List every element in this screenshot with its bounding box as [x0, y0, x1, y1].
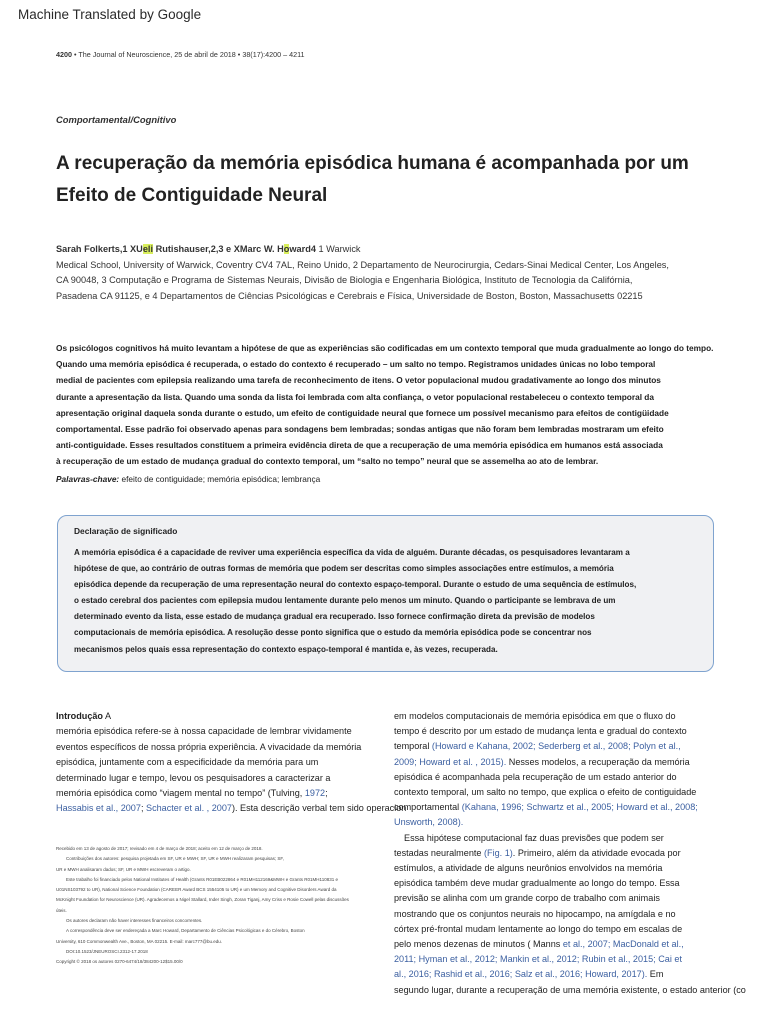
significance-title: Declaração de significado [74, 526, 178, 536]
body-line: em modelos computacionais de memória episódica em que o fluxo do [394, 711, 676, 721]
body-text: temporal [394, 741, 432, 752]
journal-citation-line [56, 50, 305, 59]
body-line [394, 755, 768, 770]
citation-link[interactable]: (Howard e Kahana, 2002; Sederberg et al., 2008; Polyn et al., [431, 741, 681, 752]
footnote-line: Copyright © 2018 os autores 0270-6474/18/384200-12$15.00/0 [56, 959, 183, 965]
footnote-line: U01NS103792 to UR), National Science Foundation (CAREER Award BCS 1554105 to UR) e um Memory and Cognitive Disorders Award da [56, 887, 337, 893]
body-line [394, 967, 768, 982]
intro-line: Hassabis et al., 2007; Schacter et al. , 2007). Esta descrição verbal tem sido operacion [56, 803, 407, 814]
body-text: testadas neuralmente [394, 847, 484, 858]
intro-text: . Esta descrição verbal tem sido operacion [234, 803, 407, 814]
body-text: . Primeiro, além da atividade evocada por [512, 847, 681, 858]
significance-line: hipótese de que, ao contrário de outras formas de memória que podem ser descritas como simples associações entre estímulos, a memória [74, 564, 614, 574]
citation-link[interactable]: (Kahana, 1996; Schwartz et al., 2005; Howard et al., 2008; [461, 802, 698, 813]
body-line: Essa hipótese computacional faz duas previsões que podem ser [404, 832, 664, 843]
significance-text [74, 545, 704, 658]
highlighted-text: o [283, 244, 290, 254]
affiliation-text: 1 Warwick [315, 244, 361, 254]
section-heading: Introdução [56, 711, 103, 721]
abstract-line: comportamental. Esse padrão foi observado apenas para sondagens bem lembradas; sondas antigas que não foram bem lembradas mostraram um efeito [56, 424, 664, 435]
introduction-right-column [394, 709, 768, 998]
abstract-line: medial de pacientes com epilepsia realizando uma tarefa de reconhecimento de itens. O vetor populacional mudou gradativamente ao longo dos minutos [56, 375, 661, 386]
body-line: contexto temporal, um salto no tempo, que explica o efeito de contiguidade [394, 787, 697, 798]
body-text: pelo menos dezenas de minutos ( Manns [394, 939, 563, 950]
article-title [56, 148, 746, 212]
author-names [56, 242, 716, 258]
abstract-line: anti-contiguidade. Esses resultados constituem a primeira evidência direta de que a recuperação de uma memória episódica em humanos está associada [56, 440, 663, 451]
figure-link[interactable]: (Fig. 1) [483, 847, 513, 858]
abstract-line: Quando uma memória episódica é recuperada, o estado do contexto é recuperado – um salto no tempo. Registramos unidades únicas no lobo temporal [56, 359, 656, 370]
significance-statement-box [57, 515, 714, 672]
significance-line: episódica depende da recuperação de uma representação neural do contexto espaço-temporal. Durante o estudo de uma sequência de estímulos, [74, 580, 637, 590]
citation-link[interactable]: Hassabis et al., 2007 [56, 803, 141, 814]
citation-link[interactable]: Schacter et al. , 2007 [146, 803, 232, 814]
body-line: estímulos, a atividade de alguns neurônios envolvidos na memória [394, 863, 663, 874]
citation-link[interactable]: al., 2016; Rashid et al., 2016; Salz et al., 2016; Howard, 2017). [394, 969, 648, 980]
body-text: Nesses modelos, a recuperação da memória [506, 756, 690, 767]
footnote-line: University, 610 Commonwealth Ave., Boston, MA 02215. E-mail: marc777@bu.edu. [56, 938, 222, 944]
footnote-line: A correspondência deve ser endereçada a Marc Howard, Departamento de Ciências Psicológicas e do Cérebro, Boston [66, 928, 305, 934]
author-text: ward4 [289, 244, 316, 254]
abstract [56, 340, 768, 470]
title-line: A recuperação da memória episódica humana é acompanhada por um [56, 153, 689, 174]
body-line: episódica é acompanhada pela recuperação de um estado anterior do [394, 771, 677, 782]
affiliation-line: Medical School, University of Warwick, Coventry CV4 7AL, Reino Unido, 2 Departamento de Neurocirurgia, Cedars-Sinai Medical Center, Los Angeles, [56, 259, 669, 270]
intro-line: episódica, juntamente com a especificidade da memória para um [56, 757, 319, 768]
footnote-line: UR e MWH analisaram dados; SF, UR e MWH escreveram o artigo. [56, 866, 191, 872]
intro-line: memória episódica refere-se à nossa capacidade de lembrar vividamente [56, 726, 352, 737]
intro-heading-line [56, 709, 386, 724]
intro-line: eventos específicos de nossa própria experiência. A vivacidade da memória [56, 741, 362, 752]
abstract-line: à recuperação de um estado de mudança gradual do contexto temporal, um “salto no tempo” neural que se assemelha ao ato de lembrar. [56, 456, 599, 467]
translation-banner: Machine Translated by Google [18, 7, 202, 22]
affiliation-line: Pasadena CA 91125, e 4 Departamentos de Ciências Psicológicas e Cerebrais e Física, Universidade de Boston, Boston, Massachusetts 02215 [56, 290, 643, 301]
footnote-line: Os autores declaram não haver interesses financeiros concorrentes. [66, 918, 203, 924]
keywords-label: Palavras-chave: [56, 474, 120, 484]
body-line [394, 952, 768, 967]
intro-text: A [102, 711, 112, 721]
body-line [394, 846, 768, 861]
highlighted-text: eli [142, 244, 154, 254]
author-affiliations [56, 242, 716, 304]
significance-line: mecanismos pelos quais essa representação do contexto espaço-temporal é mantida e, às vezes, recuperada. [74, 644, 498, 654]
author-text: Rutishauser,2,3 e XMarc W. H [153, 244, 284, 254]
keywords [56, 474, 320, 484]
intro-line: memória episódica como “viagem mental no tempo” (Tulving, 1972; [56, 788, 328, 799]
significance-line: o estado cerebral dos pacientes com epilepsia mudou lentamente durante pelo menos um minuto. Quando o participante se lembrava de um [74, 596, 616, 606]
abstract-line: apresentação original daquela sonda durante o estudo, um efeito de contiguidade neural que fornece um possível mecanismo para efeitos de contigüidade [56, 407, 669, 418]
footnote-line: McKnight Foundation for Neuroscience (UR). Agradecemos a Nigel Stallard, Inder Singh, Zoran Tiganj, Amy Criss e Rosie Cowell pelas discussões [56, 897, 349, 903]
citation-link[interactable]: 2009; Howard et al. , 2015). [394, 756, 507, 767]
intro-line: determinado lugar e tempo, levou os pesquisadores a caracterizar a [56, 772, 331, 783]
body-text: comportamental [394, 802, 462, 813]
body-line [394, 815, 768, 830]
citation-link[interactable]: 2011; Hyman et al., 2012; Mankin et al., 2012; Rubin et al., 2015; Cai et [394, 954, 682, 965]
body-line: mostrando que os conjuntos neurais no hipocampo, na amígdala e no [394, 908, 676, 919]
body-line: episódica também deve mudar gradualmente ao longo do tempo. Essa [394, 878, 680, 889]
introduction-left-column [56, 709, 407, 817]
citation-link[interactable]: Unsworth, 2008). [394, 817, 464, 828]
page-number: 4200 [56, 50, 72, 59]
significance-line: A memória episódica é a capacidade de reviver uma experiência específica da vida de alguém. Durante décadas, os pesquisadores levantaram a [74, 548, 630, 557]
significance-line: determinado evento da lista, esse estado de mudança gradual era recuperado. Isso fornece confirmação direta da previsão de modelos [74, 612, 595, 622]
footnotes [56, 844, 386, 968]
footnote-line: DOI:10.1523/JNEUROSCI.2312-17.2018 [66, 948, 148, 954]
footnote-line: Contribuições dos autores: pesquisa projetada em SF, UR e MWH; SF, UR e MWH realizaram pesquisas; SF, [66, 856, 284, 862]
body-text: Em [647, 969, 664, 980]
body-line: segundo lugar, durante a recuperação de uma memória existente, o estado anterior (co [394, 984, 746, 995]
significance-line: computacionais de memória episódica. A resolução desse ponto significa que o estudo da memória episódica pode se concentrar nos [74, 628, 592, 638]
footnote-line: Este trabalho foi financiado pelos National Institutes of Health (Grants R01EB022864 e R01MH112169&MWH e Grants R01MH110831 e [66, 876, 338, 882]
journal-citation-text: • The Journal of Neuroscience, 25 de abril de 2018 • 38(17):4200 – 4211 [72, 50, 305, 59]
citation-link[interactable]: 1972 [304, 788, 326, 799]
citation-link[interactable]: et al., 2007; MacDonald et al., [562, 939, 684, 950]
article-category: Comportamental/Cognitivo [56, 114, 177, 125]
author-text: Sarah Folkerts,1 XU [56, 244, 143, 254]
body-line: córtex pré-frontal mudam lentamente ao longo do tempo em escalas de [394, 923, 683, 934]
footnote-line: úteis. [56, 907, 67, 913]
body-line [394, 739, 768, 754]
body-line [394, 800, 768, 815]
body-line [394, 937, 768, 952]
keywords-text: efeito de contiguidade; memória episódica; lembrança [119, 474, 321, 484]
body-line: previsão se alinha com um grande corpo de trabalho com animais [394, 893, 660, 904]
affiliation-line: CA 90048, 3 Computação e Programa de Sistemas Neurais, Divisão de Biologia e Engenharia Biológica, Instituto de Tecnologia da Califórnia, [56, 275, 633, 286]
abstract-line: durante a apresentação da lista. Quando uma sonda da lista foi lembrada com alta confiança, o vetor populacional restabeleceu o contexto temporal da [56, 391, 654, 402]
body-line: tempo é descrito por um estado de mudança lenta e gradual do contexto [394, 726, 687, 737]
intro-text: memória episódica como “viagem mental no tempo” (Tulving, [56, 788, 305, 799]
abstract-line: Os psicólogos cognitivos há muito levantam a hipótese de que as experiências são codificadas em um contexto temporal que muda gradualmente ao longo do tempo. [56, 343, 714, 353]
title-line: Efeito de Contiguidade Neural [56, 185, 328, 206]
footnote-line: Recebido em 13 de agosto de 2017; revisado em 4 de março de 2018; aceito em 12 de março de 2018. [56, 846, 263, 851]
